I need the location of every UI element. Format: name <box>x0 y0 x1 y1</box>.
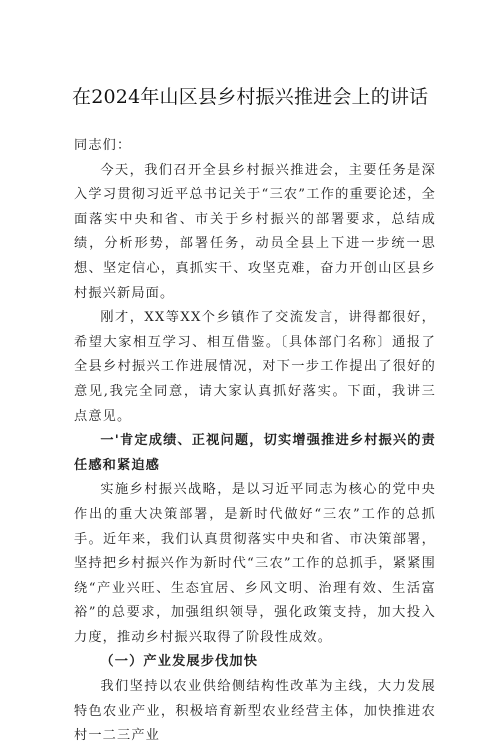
document-title: 在2024年山区县乡村振兴推进会上的讲话 <box>72 86 429 108</box>
salutation: 同志们： <box>74 138 132 153</box>
paragraph-opening: 今天，我们召开全县乡村振兴推进会，主要任务是深入学习贯彻习近平总书记关于“三农”工作的重要论述，全面落实中央和省、市关于乡村振兴的部署要求，总结成绩，分析形势，部署任务，动员全县上下进一步统一思想、坚定信心，真抓实干、攻坚克难，奋力开创山区县乡村振兴新局面。 <box>74 162 436 301</box>
section-heading: 一'肯定成绩、正视问题，切实增强推进乡村振兴的责任感和紧迫感 <box>74 433 436 473</box>
subsection-heading: （一）产业发展步伐加快 <box>100 654 259 670</box>
subsection-paragraph: 我们坚持以农业供给侧结构性改革为主线，大力发展特色农业产业，积极培育新型农业经营主体，加快推进农村一二三产业 <box>74 679 436 744</box>
document-body <box>74 134 436 749</box>
section-paragraph: 实施乡村振兴战略，是以习近平同志为核心的党中央作出的重大决策部署，是新时代做好“三农”工作的总抓手。近年来，我们认真贯彻落实中央和省、市决策部署，坚持把乡村振兴作为新时代“三农”工作的总抓手，紧紧围绕“产业兴旺、生态宜居、乡风文明、治理有效、生活富裕”的总要求，加强组织领导，强化政策支持，加大投入力度，推动乡村振兴取得了阶段性成效。 <box>74 482 436 645</box>
paragraph-exchange: 刚才，XX等XX个乡镇作了交流发言，讲得都很好，希望大家相互学习、相互借鉴。〔具体部门名称〕通报了全县乡村振兴工作进展情况，对下一步工作提出了很好的意见,我完全同意，请大家认真抓好落实。下面，我讲三点意见。 <box>74 310 436 424</box>
